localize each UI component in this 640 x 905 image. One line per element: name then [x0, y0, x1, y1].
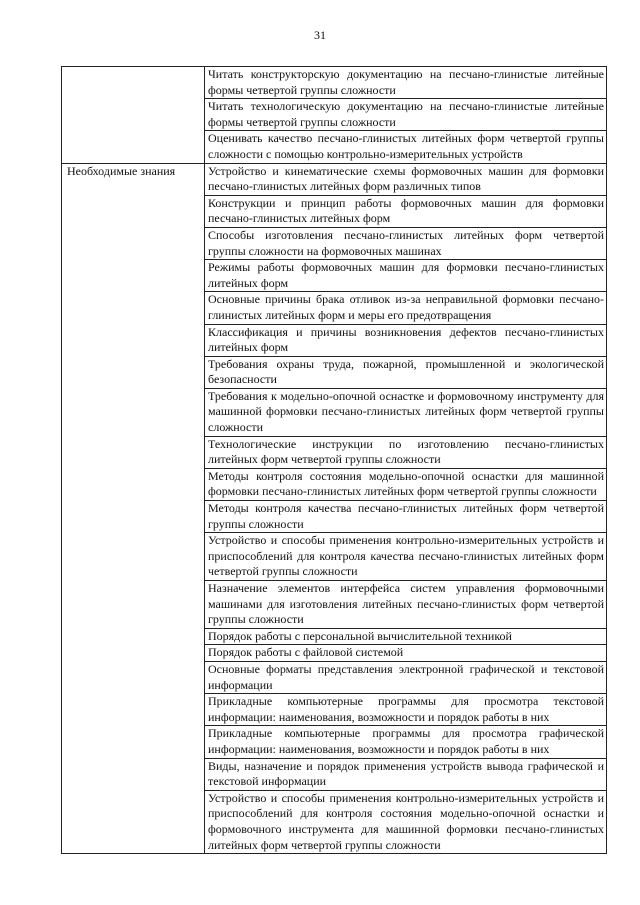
knowledge-item: Прикладные компьютерные программы для просмотра графической информации: наименования, возможности и порядок работы в них	[205, 726, 607, 758]
knowledge-item: Режимы работы формовочных машин для формовки песчано-глинистых литейных форм	[205, 260, 607, 292]
knowledge-item: Основные форматы представления электронной графической и текстовой информации	[205, 661, 607, 693]
knowledge-item: Устройство и способы применения контрольно-измерительных устройств и приспособлений для контроля качества песчано-глинистых литейных форм четвертой группы сложности	[205, 533, 607, 581]
knowledge-group	[62, 163, 607, 854]
skill-item: Оценивать качество песчано-глинистых литейных форм четвертой группы сложности с помощью контрольно-измерительных устройств	[205, 131, 607, 163]
skills-group	[62, 67, 607, 164]
knowledge-item: Устройство и способы применения контрольно-измерительных устройств и приспособлений для контроля состояния модельно-опочной оснастки и формовочного инструмента для машинной формовки песчано-глинистых литейных форм четвертой группы сложности	[205, 790, 607, 853]
skill-item: Читать конструкторскую документацию на песчано-глинистые литейные формы четвертой группы сложности	[205, 67, 607, 99]
table-row	[62, 67, 607, 99]
requirements-table	[61, 66, 607, 854]
page-number: 31	[314, 28, 326, 42]
knowledge-item: Прикладные компьютерные программы для просмотра текстовой информации: наименования, возможности и порядок работы в них	[205, 694, 607, 726]
skill-item: Читать технологическую документацию на песчано-глинистые литейные формы четвертой группы сложности	[205, 99, 607, 131]
knowledge-item: Методы контроля качества песчано-глинистых литейных форм четвертой группы сложности	[205, 501, 607, 533]
knowledge-item: Порядок работы с файловой системой	[205, 645, 607, 662]
knowledge-item: Назначение элементов интерфейса систем управления формовочными машинами для изготовления литейных песчано-глинистых форм четвертой группы сложности	[205, 581, 607, 629]
knowledge-label: Необходимые знания	[62, 163, 205, 854]
skills-label-cell	[62, 67, 205, 164]
knowledge-item: Устройство и кинематические схемы формовочных машин для формовки песчано-глинистых литейных форм различных типов	[205, 163, 607, 195]
knowledge-item: Порядок работы с персональной вычислительной техникой	[205, 628, 607, 645]
table-row	[62, 163, 607, 195]
knowledge-item: Способы изготовления песчано-глинистых литейных форм четвертой группы сложности на формовочных машинах	[205, 227, 607, 259]
knowledge-item: Методы контроля состояния модельно-опочной оснастки для машинной формовки песчано-глинистых литейных форм четвертой группы сложности	[205, 468, 607, 500]
knowledge-item: Требования к модельно-опочной оснастке и формовочному инструменту для машинной формовки песчано-глинистых литейных форм четвертой группы сложности	[205, 388, 607, 436]
knowledge-item: Виды, назначение и порядок применения устройств вывода графической и текстовой информации	[205, 758, 607, 790]
knowledge-item: Требования охраны труда, пожарной, промышленной и экологической безопасности	[205, 356, 607, 388]
knowledge-item: Основные причины брака отливок из-за неправильной формовки песчано-глинистых литейных форм и меры его предотвращения	[205, 292, 607, 324]
knowledge-item: Классификация и причины возникновения дефектов песчано-глинистых литейных форм	[205, 324, 607, 356]
knowledge-item: Технологические инструкции по изготовлению песчано-глинистых литейных форм четвертой группы сложности	[205, 436, 607, 468]
knowledge-item: Конструкции и принцип работы формовочных машин для формовки песчано-глинистых литейных форм	[205, 195, 607, 227]
